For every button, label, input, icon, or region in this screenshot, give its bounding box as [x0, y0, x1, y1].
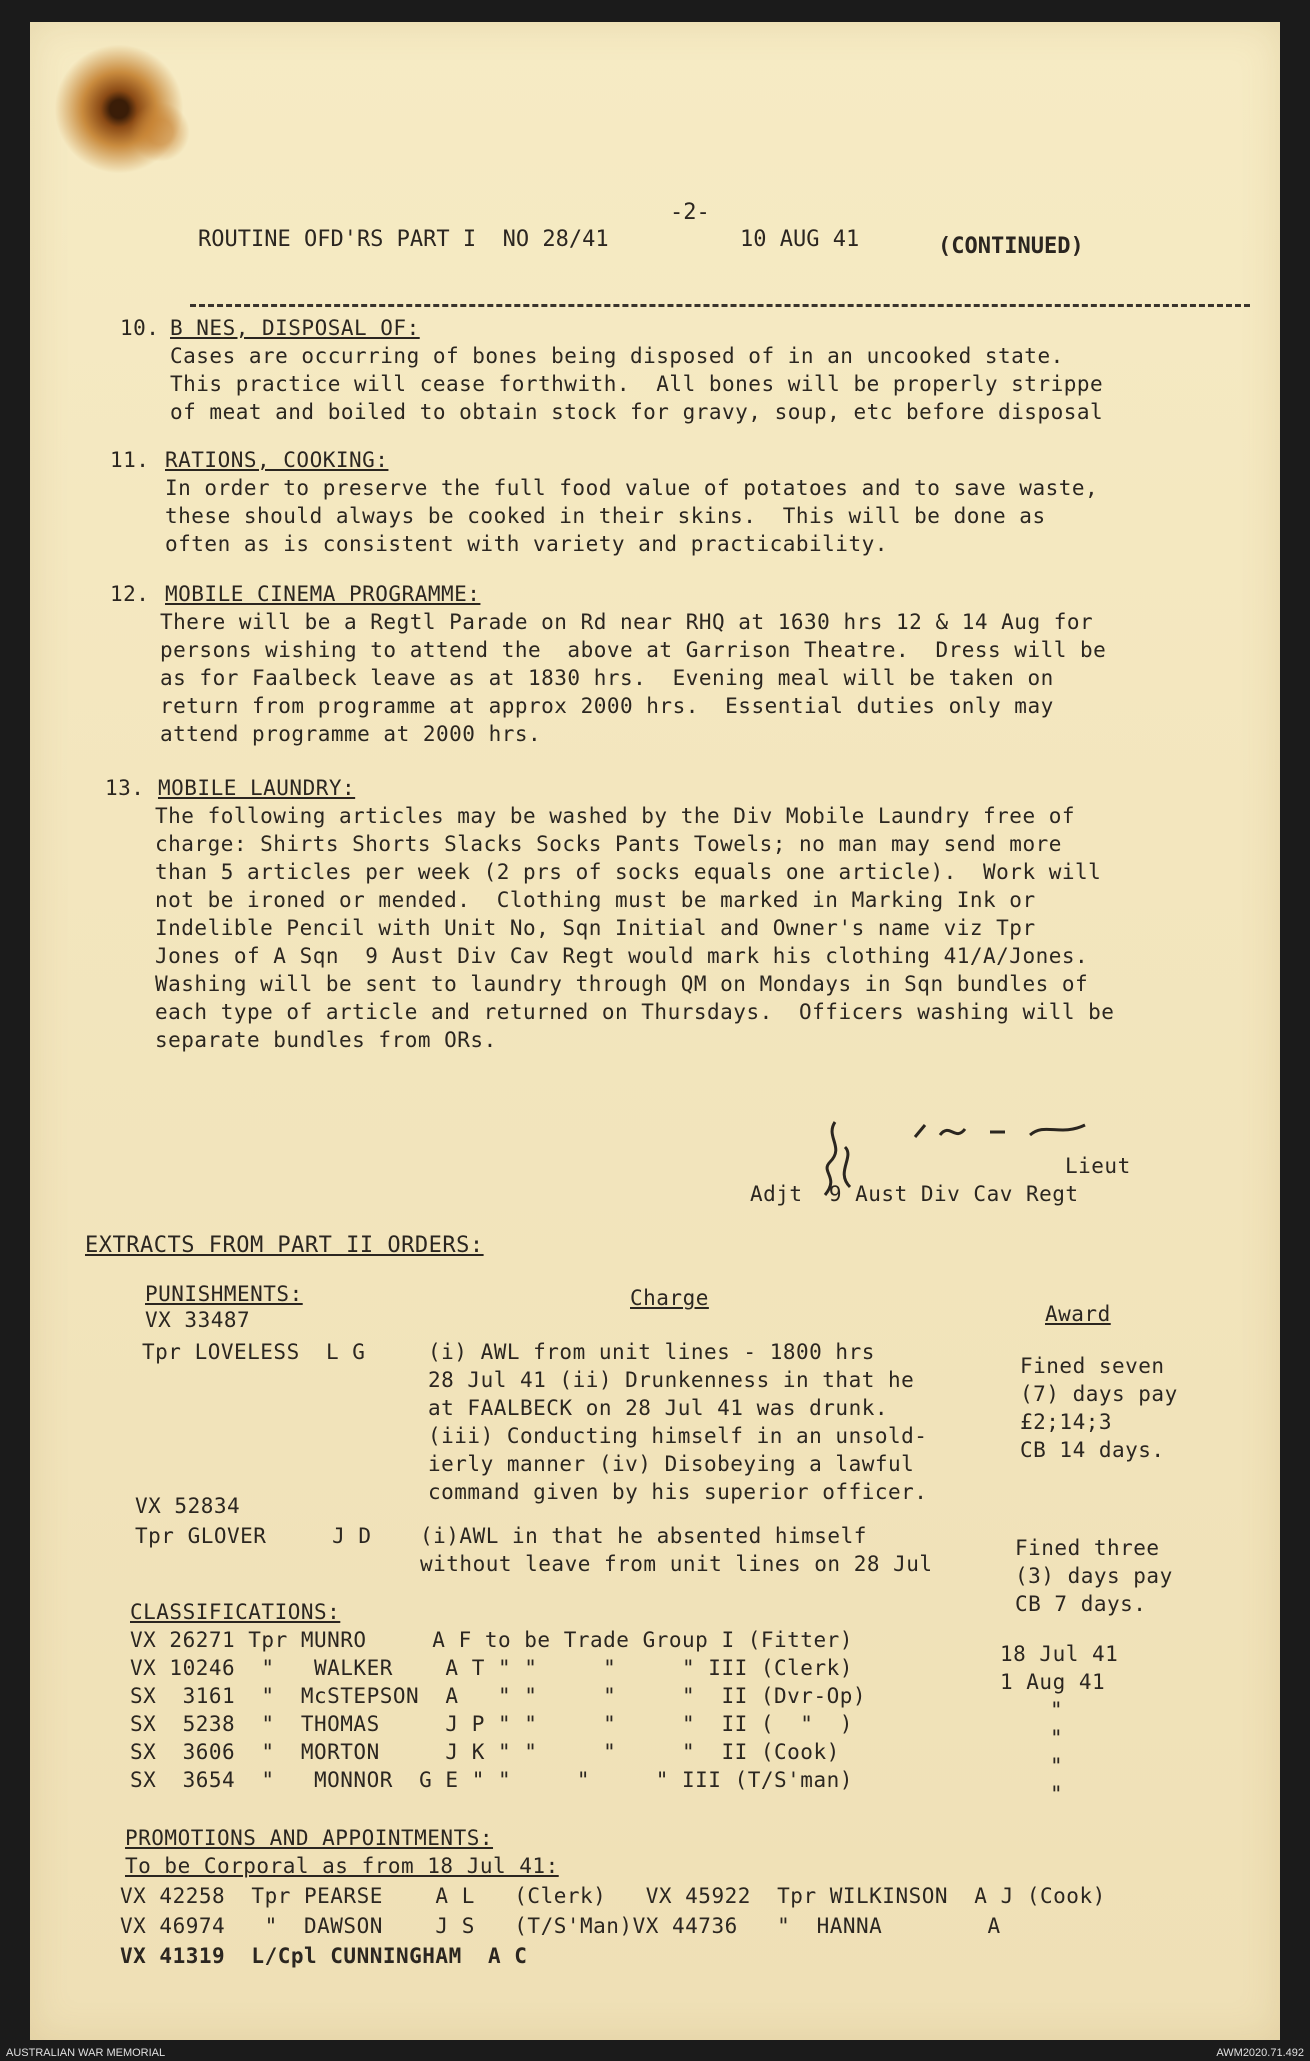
classification-row: SX 5238 " THOMAS J P " " " " II ( " ) [130, 1712, 853, 1736]
section-10-line: Cases are occurring of bones being disposed of in an uncooked state. [170, 344, 1064, 368]
section-13-line: Jones of A Sqn 9 Aust Div Cav Regt would mark his clothing 41/A/Jones. [155, 944, 1089, 968]
section-13-heading: MOBILE LAUNDRY: [158, 776, 356, 800]
service-number: VX 33487 [145, 1308, 251, 1332]
classification-date: " [1050, 1782, 1064, 1806]
section-10-heading: B NES, DISPOSAL OF: [170, 316, 420, 340]
page-number: -2- [670, 200, 710, 225]
charge-line: command given by his superior officer. [428, 1480, 928, 1504]
footer-source: AUSTRALIAN WAR MEMORIAL [6, 2047, 166, 2059]
section-11-number: 11. [110, 448, 150, 472]
section-12-line: There will be a Regtl Parade on Rd near RHQ at 1630 hrs 12 & 14 Aug for [160, 610, 1094, 634]
signature-rank: Lieut [1065, 1154, 1131, 1178]
document-date: 10 AUG 41 [740, 227, 860, 252]
section-13-line: not be ironed or mended. Clothing must be marked in Marking Ink or [155, 888, 1036, 912]
section-11-line: these should always be cooked in their skins. This will be done as [165, 504, 1046, 528]
award-line: Fined three [1015, 1536, 1160, 1560]
promotions-heading: PROMOTIONS AND APPOINTMENTS: [125, 1826, 494, 1850]
section-12-line: attend programme at 2000 hrs. [160, 722, 542, 746]
signature-appointment: Adjt 9 Aust Div Cav Regt [750, 1182, 1079, 1206]
soldier-name: Tpr LOVELESS L G [142, 1340, 366, 1364]
punishments-heading: PUNISHMENTS: [145, 1282, 303, 1306]
section-13-line: separate bundles from ORs. [155, 1028, 497, 1052]
charge-line: ierly manner (iv) Disobeying a lawful [428, 1452, 915, 1476]
section-12-heading: MOBILE CINEMA PROGRAMME: [165, 582, 481, 606]
charge-line: (i) AWL from unit lines - 1800 hrs [428, 1340, 875, 1364]
promotion-line: VX 46974 " DAWSON J S (T/S'Man)VX 44736 " HANNA A [120, 1914, 1001, 1938]
promotion-line: VX 41319 L/Cpl CUNNINGHAM A C [120, 1944, 528, 1968]
charge-line: 28 Jul 41 (ii) Drunkenness in that he [428, 1368, 915, 1392]
classification-date: " [1050, 1698, 1064, 1722]
charge-column-header: Charge [630, 1286, 709, 1310]
classification-date: " [1050, 1754, 1064, 1778]
classification-row: VX 10246 " WALKER A T " " " " III (Clerk) [130, 1656, 853, 1680]
document-page [30, 22, 1280, 2040]
classification-date: 1 Aug 41 [1000, 1670, 1106, 1694]
section-11-line: often as is consistent with variety and practicability. [165, 532, 888, 556]
extracts-heading: EXTRACTS FROM PART II ORDERS: [85, 1233, 484, 1258]
classifications-heading: CLASSIFICATIONS: [130, 1600, 341, 1624]
award-line: Fined seven [1020, 1354, 1165, 1378]
section-13-line: Washing will be sent to laundry through QM on Mondays in Sqn bundles of [155, 972, 1089, 996]
soldier-name: Tpr GLOVER J D [135, 1524, 372, 1548]
stain [130, 102, 190, 162]
classification-row: VX 26271 Tpr MUNRO A F to be Trade Group I (Fitter) [130, 1628, 853, 1652]
section-10-number: 10. [120, 316, 160, 340]
signature-scribble [910, 1117, 1090, 1147]
divider [190, 304, 1250, 307]
charge-line: without leave from unit lines on 28 Jul [420, 1552, 933, 1576]
award-column-header: Award [1045, 1302, 1111, 1326]
award-line: £2;14;3 [1020, 1410, 1113, 1434]
section-11-heading: RATIONS, COOKING: [165, 448, 389, 472]
classification-date: " [1050, 1726, 1064, 1750]
classification-row: SX 3606 " MORTON J K " " " " II (Cook) [130, 1740, 840, 1764]
document-title: ROUTINE OFD'RS PART I NO 28/41 [198, 227, 609, 252]
section-12-number: 12. [110, 582, 150, 606]
charge-line: at FAALBECK on 28 Jul 41 was drunk. [428, 1396, 889, 1420]
section-11-line: In order to preserve the full food value of potatoes and to save waste, [165, 476, 1099, 500]
promotion-line: VX 42258 Tpr PEARSE A L (Clerk) VX 45922 Tpr WILKINSON A J (Cook) [120, 1884, 1106, 1908]
service-number: VX 52834 [135, 1494, 241, 1518]
section-13-line: Indelible Pencil with Unit No, Sqn Initial and Owner's name viz Tpr [155, 916, 1036, 940]
charge-line: (iii) Conducting himself in an unsold- [428, 1424, 928, 1448]
section-13-line: than 5 articles per week (2 prs of socks equals one article). Work will [155, 860, 1102, 884]
classification-row: SX 3161 " McSTEPSON A " " " " II (Dvr-Op) [130, 1684, 867, 1708]
section-13-line: charge: Shirts Shorts Slacks Socks Pants Towels; no man may send more [155, 832, 1062, 856]
section-10-line: This practice will cease forthwith. All bones will be properly strippe [170, 372, 1104, 396]
section-10-line: of meat and boiled to obtain stock for gravy, soup, etc before disposal [170, 400, 1104, 424]
section-13-number: 13. [105, 776, 145, 800]
promotions-subheading: To be Corporal as from 18 Jul 41: [125, 1854, 559, 1878]
section-12-line: return from programme at approx 2000 hrs. Essential duties only may [160, 694, 1054, 718]
footer-reference: AWM2020.71.492 [1216, 2047, 1304, 2059]
continued-label: (CONTINUED) [938, 234, 1084, 259]
award-line: (3) days pay [1015, 1564, 1173, 1588]
classification-date: 18 Jul 41 [1000, 1642, 1119, 1666]
classification-row: SX 3654 " MONNOR G E " " " " III (T/S'man) [130, 1768, 853, 1792]
section-13-line: each type of article and returned on Thursdays. Officers washing will be [155, 1000, 1115, 1024]
award-line: CB 14 days. [1020, 1438, 1165, 1462]
section-12-line: as for Faalbeck leave as at 1830 hrs. Evening meal will be taken on [160, 666, 1054, 690]
section-12-line: persons wishing to attend the above at Garrison Theatre. Dress will be [160, 638, 1107, 662]
section-13-line: The following articles may be washed by the Div Mobile Laundry free of [155, 804, 1076, 828]
award-line: (7) days pay [1020, 1382, 1178, 1406]
award-line: CB 7 days. [1015, 1592, 1147, 1616]
charge-line: (i)AWL in that he absented himself [420, 1524, 867, 1548]
